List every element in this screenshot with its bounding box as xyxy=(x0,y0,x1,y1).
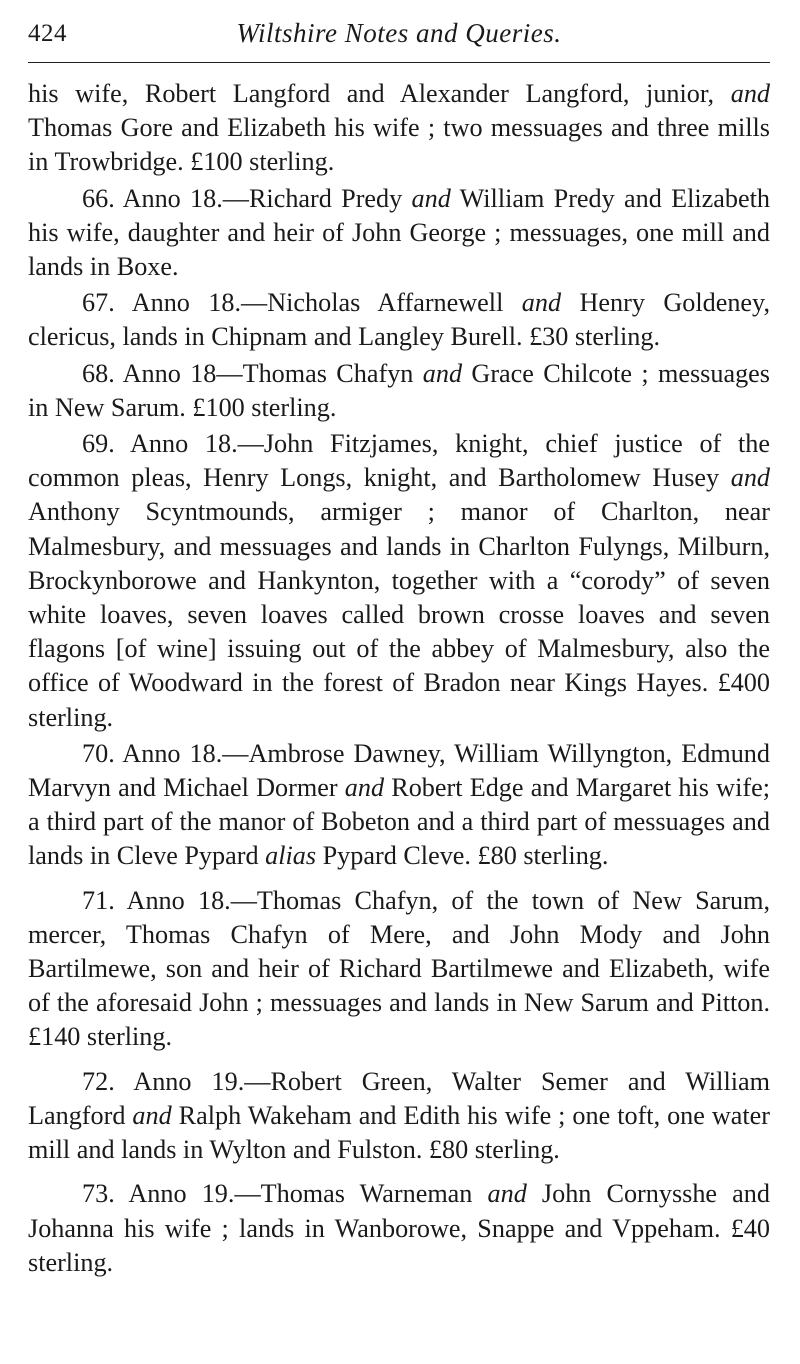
text-run: Ralph Wakeham and Edith his wife ; one toft, one water mill and lands in Wylton and Fulston. £80 sterling. xyxy=(28,1100,771,1165)
page-header xyxy=(28,14,770,52)
italic-run: and xyxy=(521,288,562,318)
entry-68 xyxy=(28,357,770,425)
text-run: 73. Anno 19.—Thomas Warneman xyxy=(82,1179,488,1209)
entry-69 xyxy=(28,427,770,735)
text-run: Robert Edge and Margaret his wife; a third part of the manor of Bobeton and a third part of messuages and lands in Cleve Pypard xyxy=(28,773,770,871)
entry-66 xyxy=(28,182,770,285)
text-run: 69. Anno 18.—John Fitzjames, knight, chief justice of the common pleas, Henry Longs, knight, and Bartholomew Husey xyxy=(28,429,770,493)
text-run: 70. Anno 18.—Ambrose Dawney, William Willyngton, Edmund Marvyn and Michael Dormer xyxy=(28,738,770,803)
text-run: 67. Anno 18.—Nicholas Affarnewell xyxy=(82,288,522,318)
text-run: Henry Goldeney, clericus, lands in Chipnam and Langley Burell. £30 sterling. xyxy=(28,288,770,352)
paragraph-continuation xyxy=(28,77,770,180)
italic-run: and xyxy=(730,79,770,108)
text-run: William Predy and Elizabeth his wife, daughter and heir of John George ; messuages, one mill and lands in Boxe. xyxy=(28,183,770,282)
entry-70 xyxy=(28,737,770,874)
italic-run: and xyxy=(730,463,770,493)
italic-run: and xyxy=(132,1100,172,1130)
header-rule xyxy=(28,62,770,63)
italic-run: and xyxy=(422,358,463,388)
text-run: Pypard Cleve. £80 sterling. xyxy=(316,841,609,871)
text-run: 71. Anno 18.—Thomas Chafyn, of the town of New Sarum, mercer, Thomas Chafyn of Mere, and John Mody and John Bartilmewe, son and heir of Richard Bartilmewe and Elizabeth, wife of the aforesaid John ; messuages and lands in New Sarum and Pitton. £140 sterling. xyxy=(28,885,770,1052)
text-run: John Cornysshe and Johanna his wife ; lands in Wanborowe, Snappe and Vppeham. £40 sterling. xyxy=(28,1179,770,1277)
running-title: Wiltshire Notes and Queries. xyxy=(236,18,562,48)
text-run: Grace Chilcote ; messuages in New Sarum. £100 sterling. xyxy=(28,358,770,422)
entry-72 xyxy=(28,1065,770,1168)
text-run: Anthony Scyntmounds, armiger ; manor of Charlton, near Malmesbury, and messuages and lands in Charlton Fulyngs, Milburn, Brockynborowe and Hankynton, together with a “corody” of seven white loaves, seven loaves called brown crosse loaves and seven flagons [of wine] issuing out of the abbey of Malmesbury, also the office of Woodward in the forest of Bradon near Kings Hayes. £400 sterling. xyxy=(28,497,770,732)
italic-run: and xyxy=(487,1179,527,1209)
entry-73 xyxy=(28,1177,770,1280)
entry-71 xyxy=(28,884,770,1055)
text-run: 72. Anno 19.—Robert Green, Walter Semer and William Langford xyxy=(28,1066,770,1130)
text-run: 68. Anno 18—Thomas Chafyn xyxy=(82,358,423,388)
italic-run: alias xyxy=(265,841,317,871)
text-run: his wife, Robert Langford and Alexander Langford, junior, xyxy=(28,79,731,108)
text-run: Thomas Gore and Elizabeth his wife ; two messuages and three mills in Trowbridge. £100 sterling. xyxy=(28,113,770,177)
italic-run: and xyxy=(411,183,451,213)
entry-67 xyxy=(28,286,770,354)
text-run: 66. Anno 18.—Richard Predy xyxy=(82,183,412,213)
body-text xyxy=(28,77,770,1280)
page-number: 424 xyxy=(28,20,67,47)
italic-run: and xyxy=(344,773,385,803)
